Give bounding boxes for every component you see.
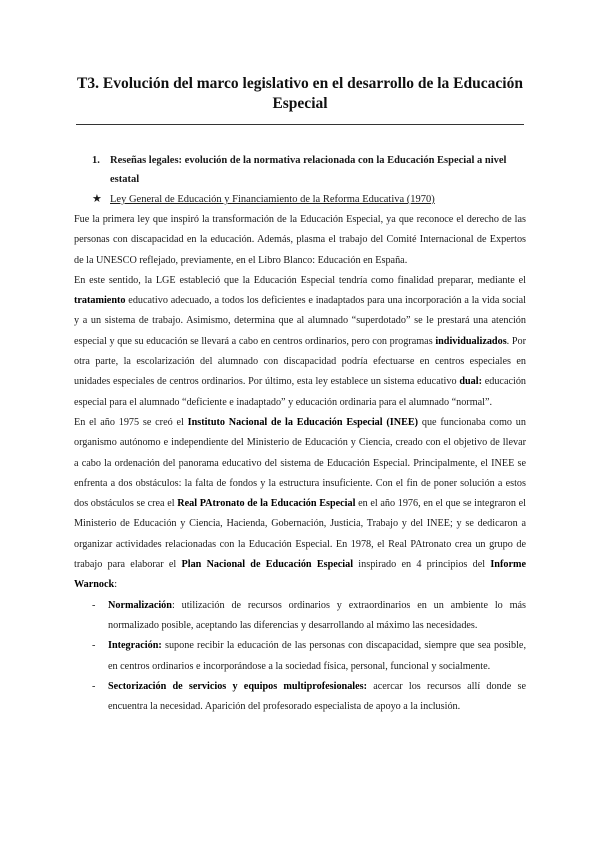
subsection-title: Ley General de Educación y Financiamiento de la Reforma Educativa (1970) (110, 194, 435, 205)
document-title: T3. Evolución del marco legislativo en el desarrollo de la Educación Especial (77, 75, 523, 112)
principle-text: acercar los recursos allí donde se encuentra la necesidad. Aparición del profesorado especialista de apoyo a la inclusión. (108, 680, 526, 713)
list-item (74, 677, 526, 718)
title-divider (76, 124, 524, 125)
list-item (74, 636, 526, 677)
paragraph-3-bold-plan-nacional: Plan Nacional de Educación Especial (181, 559, 354, 571)
principle-text: : utilización de recursos ordinarios y extraordinarios en un ambiente lo más normalizado posible, aceptando las diferencias y desarrollando al máximo las necesidades. (108, 599, 526, 631)
paragraph-2 (74, 271, 526, 413)
subsection-heading (92, 192, 435, 208)
paragraph-2-text-e: educación especial para el alumnado “deficiente e inadaptado” y educación ordinaria para el alumnado “normal”. (74, 376, 527, 408)
paragraph-3-bold-informe-warnock: Informe Warnock (74, 559, 526, 591)
paragraph-3-text-a: En el año 1975 se creó el (74, 416, 188, 428)
paragraph-2-text-a: En este sentido, la LGE estableció que la Educación Especial tendría como finalidad preparar, mediante el (74, 274, 526, 286)
principles-list (74, 596, 526, 718)
principle-term: Sectorización de servicios y equipos multiprofesionales: (108, 680, 368, 692)
dash-bullet: - (92, 640, 96, 652)
paragraph-3-text-c: que funcionaba como un organismo autónomo e independiente del Ministerio de Educación y Ciencia, creado con el objetivo de llevar a cabo la ordenación del panorama educativo del sistema de Educación Especial. Principalmente, el INEE se enfrenta a dos obstáculos: la falta de fondos y la estructura insuficiente. Con el fin de poner solución a estos dos obstáculos se crea el (74, 416, 526, 510)
principle-term: Normalización (108, 599, 172, 611)
list-item (74, 596, 526, 637)
paragraph-1: Fue la primera ley que inspiró la transformación de la Educación Especial, ya que reconoce el derecho de las personas con discapacidad en la educación. Además, plasma el trabajo del Comité Internacional de Expertos de la UNESCO reflejado, previamente, en el Libro Blanco: Educación en España. (74, 214, 526, 266)
paragraph-2-text-c: educativo adecuado, a todos los deficientes e inadaptados para una incorporación a la vida social y a un sistema de trabajo. Asimismo, determina que al alumnado “superdotado” se le prestará una atención especial y que su educación se llevará a cabo en centros ordinarios, pero con programas (74, 295, 526, 347)
paragraph-2-bold-dual: dual: (459, 376, 482, 388)
section-heading (92, 151, 532, 189)
paragraph-2-bold-individualizados: individualizados (435, 335, 507, 347)
star-bullet-icon: ★ (92, 193, 102, 205)
paragraph-3 (74, 413, 526, 596)
document-body (74, 210, 526, 717)
section-heading-text: Reseñas legales: evolución de la normativa relacionada con la Educación Especial a nivel estatal (110, 155, 507, 185)
dash-bullet: - (92, 599, 96, 611)
paragraph-3-text-e: inspirado en 4 principios del (353, 559, 491, 571)
section-number: 1. (92, 155, 100, 166)
dash-bullet: - (92, 680, 96, 692)
paragraph-3-text-d: en el año 1976, en el que se integraron el Ministerio de Educación y Ciencia, Hacienda, Gobernación, Justicia, Trabajo y del INEE; y se dedicaron a organizar actividades relacionadas con la Educación Especial. En 1978, el Real PAtronato crea un grupo de trabajo para elaborar el (74, 498, 526, 571)
paragraph-2-bold-tratamiento: tratamiento (74, 295, 126, 307)
paragraph-3-bold-inee: Instituto Nacional de la Educación Especial (INEE) (187, 416, 419, 428)
paragraph-3-text-f: : (114, 579, 118, 591)
paragraph-2-text-d: . Por otra parte, la escolarización del alumnado con discapacidad podría efectuarse en centros especiales en unidades especiales de centros ordinarios. Por último, esta ley establece un sistema educativo (74, 335, 527, 388)
paragraph-3-bold-real-patronato: Real PAtronato de la Educación Especial (177, 498, 356, 510)
principle-text: supone recibir la educación de las personas con discapacidad, siempre que sea posible, en centros ordinarios e incorporándose a la sociedad física, personal, funcional y socialmente. (108, 640, 526, 672)
principle-term: Integración: (108, 640, 162, 652)
